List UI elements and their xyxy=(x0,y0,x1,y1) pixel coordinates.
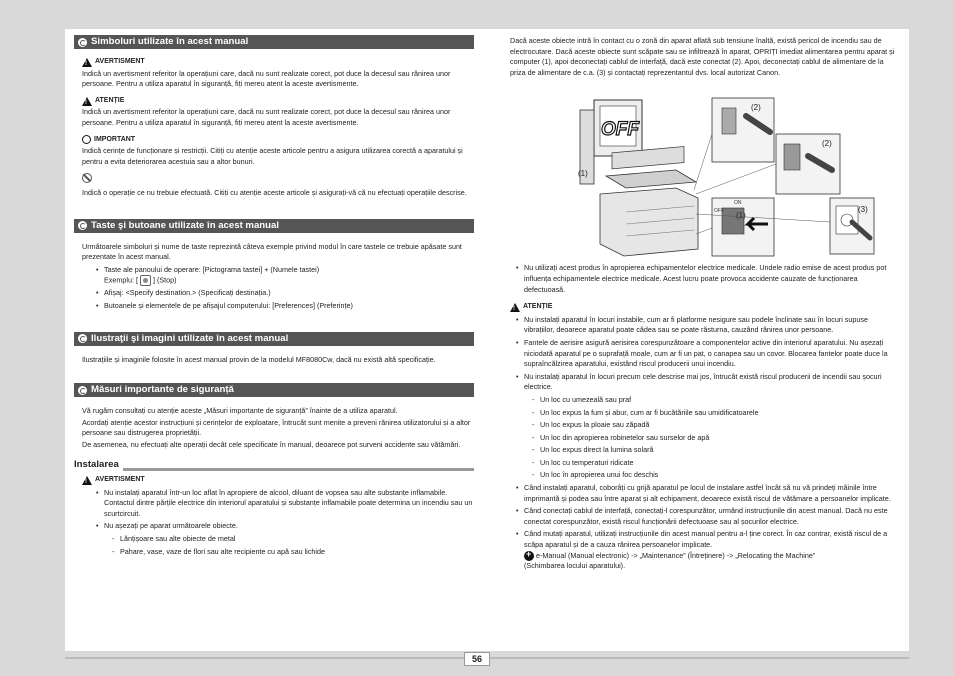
list-item: • Când conectați cablul de interfață, conectați-l corespunzător, urmând instrucțiunile din acest manual. Dacă nu este conectat corespunzător, există riscul funcționării defectuoase sau al șocurilor electrice. xyxy=(516,506,900,527)
safety-p1: Vă rugăm consultați cu atenție aceste „Măsuri importante de siguranță” înainte de a utiliza aparatul. xyxy=(82,406,398,416)
prohibited-icon xyxy=(82,173,92,183)
svg-text:(2): (2) xyxy=(751,103,761,113)
interface-cable-inset-middle xyxy=(776,134,840,194)
power-off-illustration xyxy=(576,94,876,257)
dash-item: - Un loc din apropierea robinetelor sau surselor de apă xyxy=(532,433,900,444)
monitor-drawing xyxy=(580,100,642,184)
svg-text:OFF: OFF xyxy=(714,208,724,215)
dash-item: - Un loc cu umezeală sau praf xyxy=(532,395,900,406)
list-item: • Taste ale panoului de operare: [Pictograma tastei] + (Numele tastei) Exemplu: [ ] (Stop) xyxy=(96,265,474,287)
illustration-svg xyxy=(576,94,876,257)
install-warning-label: ! AVERTISMENT xyxy=(82,475,474,486)
page-number: 56 xyxy=(464,652,490,666)
list-item: • Când mutați aparatul, utilizați instrucțiunile din acest manual pentru a-l ține corect. În caz contrar, există riscul de a scăpa aparatul și de a cauza rănirea persoanelor implicate. + e-Manual (Manual electronic) -> „Maintenance” (Întreținere) -> „Relocating the Machine” (Schimbarea locului aparatului). xyxy=(516,529,900,571)
list-item: • Nu instalați aparatul în locuri precum cele descrise mai jos, întrucât există riscul producerii de incendii sau șocuri electrice. - Un loc cu umezeală sau praf - Un loc expus la fum și abur, cum ar fi bucătăriile sau umidificatoarele - Un loc expus la ploaie sau zăpadă - Un loc din apropierea robinetelor sau surselor de apă - Un loc expus direct la lumina solară - Un loc cu temperaturi ridicate - Un loc în apropierea unui foc deschis xyxy=(516,372,900,481)
list-item: • Nu așezați pe aparat următoarele obiecte. - Lănțișoare sau alte obiecte de metal - Pahare, vase, vaze de flori sau alte recipiente cu apă sau lichide xyxy=(96,521,474,557)
power-outlet-inset xyxy=(830,198,874,254)
keys-intro: Următoarele simboluri și nume de taste reprezintă câteva exemple privind modul în care tastele ce trebuie apăsate sunt prezentate în acest manual. xyxy=(82,241,462,262)
caution-label: ! ATENȚIE xyxy=(82,96,474,107)
section-bullet-icon xyxy=(78,221,87,230)
section-title: Ilustraţii şi imagini utilizate în acest manual xyxy=(91,332,289,344)
medical-list xyxy=(510,263,900,295)
warning-icon xyxy=(82,58,92,67)
svg-text:(3): (3) xyxy=(858,205,868,215)
warning-label: ! AVERTISMENT xyxy=(82,57,474,68)
dash-item: - Pahare, vase, vaze de flori sau alte recipiente cu apă sau lichide xyxy=(112,547,474,558)
svg-text:OFF: OFF xyxy=(601,119,639,141)
install-heading: Instalarea xyxy=(74,460,474,471)
svg-text:(1): (1) xyxy=(578,169,588,179)
warning-icon xyxy=(82,476,92,485)
list-item: • Nu instalați aparatul în locuri instabile, cum ar fi platforme nesigure sau podele înclinate sau în locuri supuse vibrațiilor, deoarece aparatul poate cădea sau se poate răsturna, cauzând rănirea unor persoane. xyxy=(516,315,900,336)
list-item: • Butoanele și elementele de pe afișajul computerului: [Preferences] (Preferințe) xyxy=(96,301,474,312)
list-item: • Când instalați aparatul, coborâți cu grijă aparatul pe locul de instalare astfel încât să nu vă prindeți mâinile între imprimantă și podea sau între aparat și alt echipament, deoarece există riscul de vătămare a persoanelor implicate. xyxy=(516,483,900,504)
list-item: • Afișaj: <Specify destination.> (Specificați destinația.) xyxy=(96,288,474,299)
svg-text:ON: ON xyxy=(734,200,742,207)
svg-text:(1): (1) xyxy=(736,211,746,221)
safety-p3: De asemenea, nu efectuați alte operații decât cele specificate în manual, deoarece pot surveni accidente sau vătămări. xyxy=(82,439,461,449)
section-bullet-icon xyxy=(78,386,87,395)
stop-key-icon xyxy=(140,275,151,286)
list-item: • Nu utilizați acest produs în apropierea echipamentelor electrice medicale. Undele radio emise de acest produs pot influența echipamentele electrice medicale. Acest lucru poate provoca accidente cauzate de funcționarea defectuoasă. xyxy=(516,263,900,295)
list-item: • Fantele de aerisire asigură aerisirea corespunzătoare a componentelor active din interiorul aparatului. Nu așezați niciodată aparatul pe o suprafață moale, cum ar fi un pat, o canapea sau un covor. Blocarea fantelor poate duce la supraîncălzirea aparatului, existând riscul producerii unui incendiu. xyxy=(516,338,900,370)
dash-item: - Un loc cu temperaturi ridicate xyxy=(532,458,900,469)
caution-label-right: ! ATENȚIE xyxy=(510,302,900,313)
important-text: Indică cerințe de funcționare și restricții. Citiți cu atenție aceste articole pentru a asigura utilizarea corectă a aparatului și pentru a evita deteriorarea acestuia sau a altor bunuri. xyxy=(82,146,463,166)
power-switch-inset xyxy=(712,198,774,256)
caution-text: Indică un avertisment referitor la operațiuni care, dacă nu sunt realizate corect, pot duce la decesul sau rănirea unor persoane. Pentru a utiliza aparatul în siguranță, fiți mereu atent la aceste avertismente. xyxy=(82,107,451,127)
warning-text: Indică un avertisment referitor la operațiuni care, dacă nu sunt realizate corect, pot duce la decesul sau rănirea unor persoane. Pentru a utiliza aparatul în siguranță, fiți mereu atent la aceste avertismente. xyxy=(82,68,451,89)
dash-item: - Un loc expus la ploaie sau zăpadă xyxy=(532,420,900,431)
section-bullet-icon xyxy=(78,334,87,343)
prohibited-text: Indică o operație ce nu trebuie efectuată. Citiți cu atenție aceste articole și asigurați-vă că nu efectuați operațiile descrise. xyxy=(82,187,467,197)
caution-icon xyxy=(510,303,520,312)
section-bullet-icon xyxy=(78,38,87,47)
right-column xyxy=(510,35,900,572)
section-header-safety xyxy=(74,383,474,397)
left-column xyxy=(74,35,474,557)
safety-p2: Acordați atenție acestor instrucțiuni și cerințelor de exploatare, întrucât sunt menite a preveni rănirea utilizatorului și a altor persoane sau distrugerea proprietății. xyxy=(82,417,471,438)
svg-text:(2): (2) xyxy=(822,139,832,149)
illustrations-text: Ilustrațiile și imaginile folosite în acest manual provin de la modelul MF8080Cw, dacă nu există altă specificație. xyxy=(82,354,436,364)
dash-item: - Un loc în apropierea unui foc deschis xyxy=(532,470,900,481)
dash-item: - Un loc expus direct la lumina solară xyxy=(532,445,900,456)
interface-cable-inset-top xyxy=(712,98,774,162)
section-title: Simboluri utilizate în acest manual xyxy=(91,36,249,47)
caution-icon xyxy=(82,97,92,106)
important-label: IMPORTANT xyxy=(82,135,474,146)
section-title: Măsuri importante de siguranță xyxy=(91,384,234,396)
section-header-illustrations xyxy=(74,332,474,346)
dash-item: - Un loc expus la fum și abur, cum ar fi bucătăriile sau umidificatoarele xyxy=(532,408,900,419)
printer-drawing xyxy=(600,147,698,256)
section-header-symbols xyxy=(74,35,474,49)
list-item: • Nu instalați aparatul într-un loc aflat în apropiere de alcool, diluant de vopsea sau alte substanțe inflamabile. Contactul dintre părțile electrice din interiorul aparatului și substanțe inflamabile poate determina un incendiu sau un scurtcircuit. xyxy=(96,488,474,520)
emanual-link-icon[interactable] xyxy=(524,551,534,561)
dash-item: - Lănțișoare sau alte obiecte de metal xyxy=(112,534,474,545)
right-top-text: Dacă aceste obiecte intră în contact cu o zonă din aparat aflată sub tensiune înaltă, există pericol de incendiu sau de electrocutare. Dacă aceste obiecte sunt scăpate sau se infiltrează în aparat, OPRIȚI imediat alimentarea pentru aparat și computer (1), apoi deconectați cablul de interfață, dacă este conectat (2). Apoi, deconectați cablul de alimentare de la priza de alimentare de c.a. (3) și contactați reprezentantul dvs. local autorizat Canon. xyxy=(510,36,895,77)
section-title: Taste şi butoane utilizate în acest manual xyxy=(91,219,280,231)
keys-list xyxy=(82,265,474,312)
caution-list xyxy=(510,315,900,572)
install-list xyxy=(82,488,474,558)
section-header-keys xyxy=(74,219,474,233)
emanual-reference[interactable]: e-Manual (Manual electronic) -> „Maintenance” (Întreținere) -> „Relocating the Machine” xyxy=(536,550,816,560)
important-icon xyxy=(82,135,91,144)
